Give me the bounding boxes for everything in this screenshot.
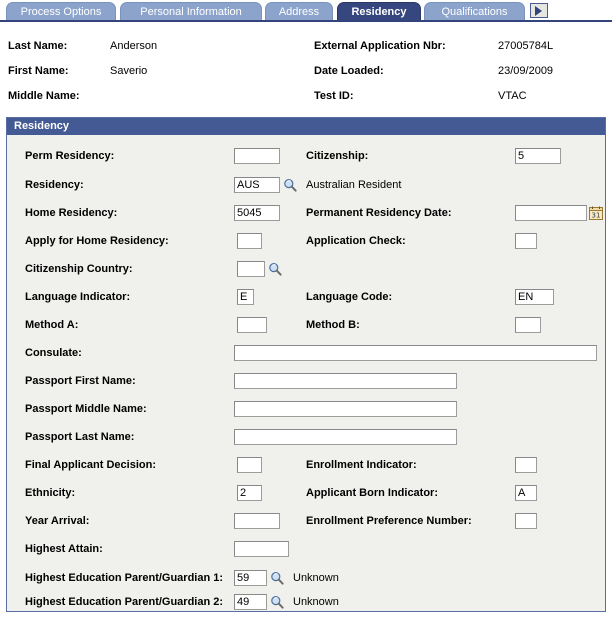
label-highest-education-parent-guardian-1: Highest Education Parent/Guardian 1: — [25, 572, 224, 584]
header-value-external-application-nbr: 27005784L — [498, 40, 554, 52]
input-apply-for-home-residency[interactable] — [237, 233, 262, 249]
input-permanent-residency-date[interactable] — [515, 205, 587, 221]
label-permanent-residency-date: Permanent Residency Date: — [306, 207, 452, 219]
static-text-highest-education-parent-guardian-2: Unknown — [293, 596, 339, 608]
input-year-arrival[interactable] — [234, 513, 280, 529]
static-text-residency: Australian Resident — [306, 179, 402, 191]
label-highest-attain: Highest Attain: — [25, 543, 103, 555]
header-label-test-id: Test ID: — [314, 90, 354, 102]
header-label-date-loaded: Date Loaded: — [314, 65, 384, 77]
tab-personal-information[interactable]: Personal Information — [120, 2, 262, 20]
label-citizenship-country: Citizenship Country: — [25, 263, 133, 275]
next-tab-arrow-icon[interactable] — [530, 3, 548, 18]
input-enrollment-preference-number[interactable] — [515, 513, 537, 529]
svg-text:31: 31 — [591, 211, 601, 220]
input-highest-education-parent-guardian-1[interactable] — [234, 570, 267, 586]
lookup-icon-citizenship-country[interactable] — [268, 262, 282, 276]
input-method-b[interactable] — [515, 317, 541, 333]
input-passport-first-name[interactable] — [234, 373, 457, 389]
input-passport-last-name[interactable] — [234, 429, 457, 445]
input-enrollment-indicator[interactable] — [515, 457, 537, 473]
residency-group-title: Residency — [7, 118, 605, 135]
tab-address[interactable]: Address — [265, 2, 333, 20]
tab-qualifications[interactable]: Qualifications — [424, 2, 525, 20]
input-final-applicant-decision[interactable] — [237, 457, 262, 473]
input-language-code[interactable] — [515, 289, 554, 305]
header-label-last-name: Last Name: — [8, 40, 68, 52]
label-method-b: Method B: — [306, 319, 360, 331]
calendar-icon-permanent-residency-date[interactable] — [589, 206, 604, 221]
tab-underline — [0, 20, 612, 22]
input-consulate[interactable] — [234, 345, 597, 361]
label-passport-last-name: Passport Last Name: — [25, 431, 135, 443]
label-passport-middle-name: Passport Middle Name: — [25, 403, 147, 415]
input-applicant-born-indicator[interactable] — [515, 485, 537, 501]
input-perm-residency[interactable] — [234, 148, 280, 164]
input-ethnicity[interactable] — [237, 485, 262, 501]
input-highest-attain[interactable] — [234, 541, 289, 557]
label-applicant-born-indicator: Applicant Born Indicator: — [306, 487, 438, 499]
label-language-indicator: Language Indicator: — [25, 291, 131, 303]
label-language-code: Language Code: — [306, 291, 393, 303]
label-method-a: Method A: — [25, 319, 79, 331]
lookup-icon-residency[interactable] — [283, 178, 297, 192]
label-passport-first-name: Passport First Name: — [25, 375, 136, 387]
label-residency: Residency: — [25, 179, 84, 191]
input-language-indicator[interactable] — [237, 289, 254, 305]
label-year-arrival: Year Arrival: — [25, 515, 90, 527]
header-value-test-id: VTAC — [498, 90, 527, 102]
label-apply-for-home-residency: Apply for Home Residency: — [25, 235, 169, 247]
tab-process-options[interactable]: Process Options — [6, 2, 116, 20]
label-consulate: Consulate: — [25, 347, 82, 359]
lookup-icon-highest-education-parent-guardian-2[interactable] — [270, 595, 284, 609]
input-home-residency[interactable] — [234, 205, 280, 221]
tab-bar — [0, 0, 612, 24]
header-value-date-loaded: 23/09/2009 — [498, 65, 554, 77]
input-application-check[interactable] — [515, 233, 537, 249]
label-enrollment-indicator: Enrollment Indicator: — [306, 459, 417, 471]
input-citizenship-country[interactable] — [237, 261, 265, 277]
arrow-right-glyph — [535, 6, 542, 16]
static-text-highest-education-parent-guardian-1: Unknown — [293, 572, 339, 584]
input-passport-middle-name[interactable] — [234, 401, 457, 417]
label-application-check: Application Check: — [306, 235, 406, 247]
input-citizenship[interactable] — [515, 148, 561, 164]
header-value-first-name: Saverio — [110, 65, 148, 77]
label-enrollment-preference-number: Enrollment Preference Number: — [306, 515, 472, 527]
input-residency[interactable] — [234, 177, 280, 193]
header-label-first-name: First Name: — [8, 65, 69, 77]
label-citizenship: Citizenship: — [306, 150, 369, 162]
tab-residency[interactable]: Residency — [337, 2, 421, 20]
header-label-external-application-nbr: External Application Nbr: — [314, 40, 446, 52]
input-method-a[interactable] — [237, 317, 267, 333]
input-highest-education-parent-guardian-2[interactable] — [234, 594, 267, 610]
label-home-residency: Home Residency: — [25, 207, 118, 219]
residency-group-box — [6, 117, 606, 612]
label-perm-residency: Perm Residency: — [25, 150, 115, 162]
header-label-middle-name: Middle Name: — [8, 90, 80, 102]
label-ethnicity: Ethnicity: — [25, 487, 76, 499]
lookup-icon-highest-education-parent-guardian-1[interactable] — [270, 571, 284, 585]
header-value-last-name: Anderson — [110, 40, 158, 52]
label-final-applicant-decision: Final Applicant Decision: — [25, 459, 156, 471]
label-highest-education-parent-guardian-2: Highest Education Parent/Guardian 2: — [25, 596, 224, 608]
